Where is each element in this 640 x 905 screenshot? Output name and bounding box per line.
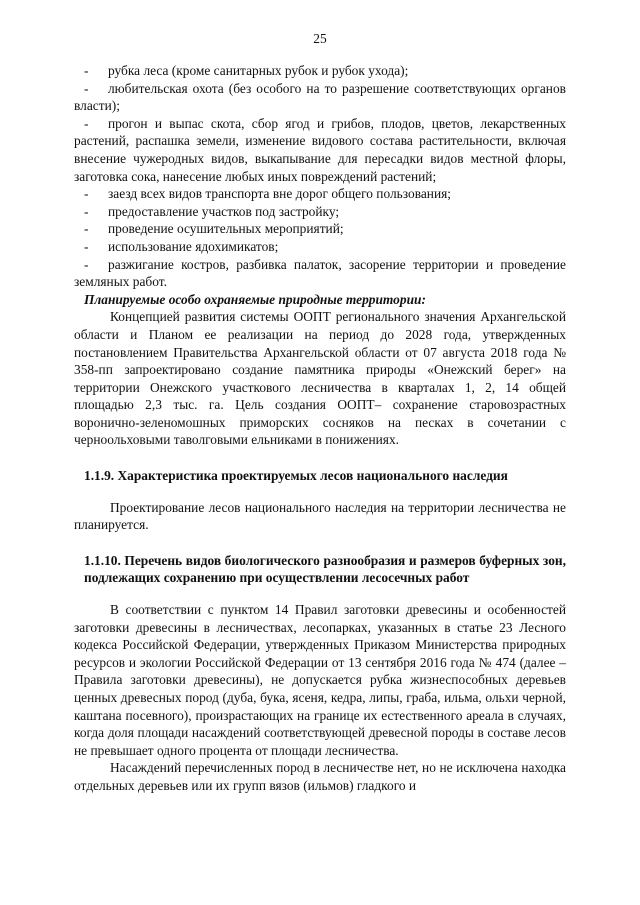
list-dash: -	[84, 115, 89, 131]
planned-territories-subheading: Планируемые особо охраняемые природные территории:	[84, 291, 426, 307]
section-1-1-9-heading: 1.1.9. Характеристика проектируемых лесов национального наследия	[84, 468, 508, 484]
list-dash: -	[84, 63, 89, 78]
list-dash: -	[84, 80, 89, 96]
spacer	[74, 587, 566, 601]
list-item: - разжигание костров, разбивка палаток, засорение территории и проведение земляных работ.	[74, 256, 566, 290]
spacer	[74, 449, 566, 467]
list-dash: -	[84, 238, 89, 254]
concept-paragraph: Концепцией развития системы ООПТ регионального значения Архангельской области и Планом ее реализации на период до 2028 года, утвержденных постановлением Правительства Архангельской области от 07 августа 2018 года № 358-пп запроектировано создание памятника природы «Онежский берег» на территории Онежского участкового лесничества в кварталах 1, 2, 14 общей площадью 2,3 тыс. га. Цель создания ООПТ– сохранение старовозрастных воронично-зеленомошных приморских сосняков на песках в сочетании с черноольховыми таволговыми ельниками в понижениях.	[74, 309, 566, 448]
list-item: - использование ядохимикатов;	[84, 238, 279, 254]
list-item: - проведение осушительных мероприятий;	[84, 221, 344, 237]
list-dash: -	[84, 186, 89, 202]
page-number: 25	[313, 31, 327, 46]
section-1-1-10-paragraph-continued: Насаждений перечисленных пород в лесничестве нет, но не исключена находка отдельных деревьев или их групп вязов (ильмов) гладкого и	[74, 760, 566, 793]
list-item: - заезд всех видов транспорта вне дорог общего пользования;	[84, 186, 451, 202]
list-item: - прогон и выпас скота, сбор ягод и грибов, плодов, цветов, лекарственных растений, распашка земели, изменение видового состава растительности, включая внесение чужеродных видов, выкапывание для пересадки видов местной флоры, заготовка сока, нанесение любых иных повреждений растений;	[74, 115, 566, 184]
list-dash: -	[84, 203, 89, 219]
section-1-1-10-heading: 1.1.10. Перечень видов биологического разнообразия и размеров буферных зон, подлежащих сохранению при осуществлении лесосечных работ	[84, 552, 566, 586]
spacer	[74, 485, 566, 499]
list-item: - рубка леса (кроме санитарных рубок и рубок ухода);	[84, 63, 409, 78]
page-content	[74, 62, 566, 795]
spacer	[74, 534, 566, 552]
list-dash: -	[84, 256, 89, 272]
section-1-1-10-paragraph: В соответствии с пунктом 14 Правил заготовки древесины и особенностей заготовки древесины в лесничествах, лесопарках, указанных в статье 23 Лесного кодекса Российской Федерации, утвержденных Приказом Министерства природных ресурсов и экологии Российской Федерации от 13 сентября 2016 года № 474 (далее – Правила заготовки древесины), не допускается рубка жизнеспособных деревьев ценных древесных пород (дуба, бука, ясеня, кедра, липы, граба, ильма, ольхи черной, каштана посевного), произрастающих на границе их естественного ареала в случаях, когда доля площади насаждений соответствующей древесной породы в составе лесов не превышает одного процента от площади лесничества.	[74, 602, 566, 758]
section-1-1-9-paragraph: Проектирование лесов национального наследия на территории лесничества не планируется.	[74, 499, 566, 533]
restrictions-list	[74, 62, 566, 291]
list-item: - предоставление участков под застройку;	[84, 203, 340, 219]
list-item: - любительская охота (без особого на то разрешение соответствующих органов власти);	[74, 80, 566, 114]
list-dash: -	[84, 221, 89, 237]
